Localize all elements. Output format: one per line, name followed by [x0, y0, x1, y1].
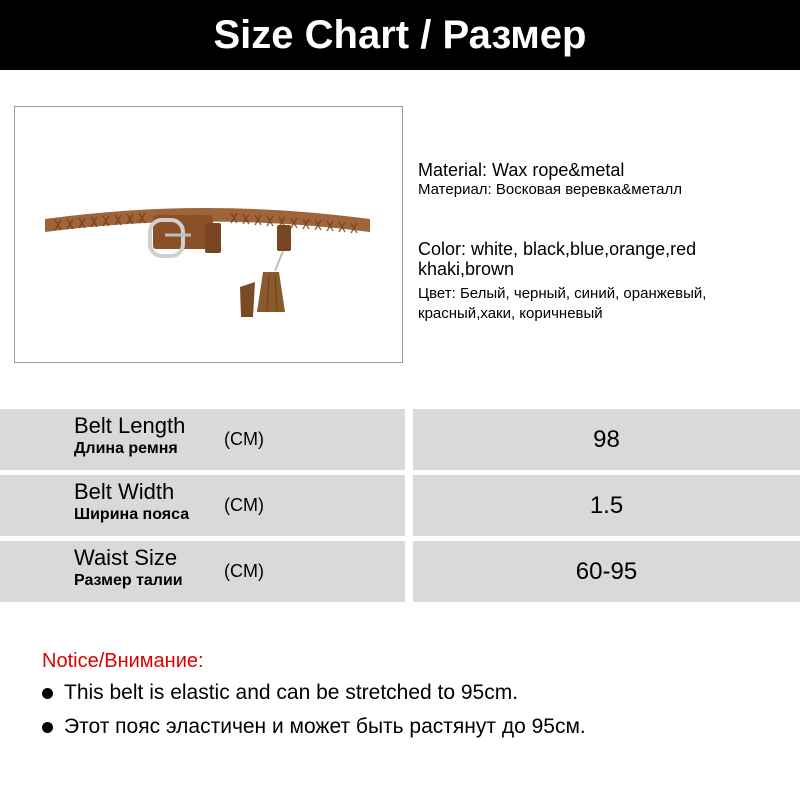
row-value: 1.5: [413, 475, 800, 536]
row-label-ru: Ширина пояса: [74, 506, 190, 523]
table-row: [0, 475, 800, 536]
row-label-ru: Длина ремня: [74, 440, 178, 457]
material-en: Material: Wax rope&metal: [418, 160, 625, 180]
product-image-frame: [14, 106, 403, 363]
row-label-cell: [0, 409, 405, 470]
row-label-en: Waist Size: [74, 545, 178, 570]
material-info: [418, 160, 682, 200]
color-ru-line1: Цвет: Белый, черный, синий, оранжевый,: [418, 285, 707, 302]
row-value: 60-95: [413, 541, 800, 602]
table-row: [0, 409, 800, 470]
page-header: [0, 0, 800, 70]
color-en-line2: khaki,brown: [418, 259, 515, 279]
row-unit: (CM): [224, 429, 264, 449]
notice-item-ru: [42, 715, 586, 739]
page-title: Size Chart / Размер: [213, 12, 587, 57]
bullet-icon: [42, 688, 53, 699]
row-label-en: Belt Width: [74, 479, 175, 504]
row-label-ru: Размер талии: [74, 572, 183, 589]
notice-text-en: This belt is elastic and can be stretched to 95cm.: [64, 681, 519, 704]
color-ru-line2: красный,хаки, коричневый: [418, 305, 603, 322]
notice-item-en: [42, 681, 518, 705]
row-label-cell: [0, 541, 405, 602]
notice-text-ru: Этот пояс эластичен и может быть растянут до 95см.: [64, 715, 586, 738]
color-info: [418, 239, 706, 324]
row-label-cell: [0, 475, 405, 536]
notice-title: Notice/Внимание:: [42, 650, 204, 672]
row-value: 98: [413, 409, 800, 470]
row-unit: (CM): [224, 561, 264, 581]
row-label-en: Belt Length: [74, 413, 186, 438]
row-unit: (CM): [224, 495, 264, 515]
belt-image: [15, 107, 404, 364]
color-en-line1: Color: white, black,blue,orange,red: [418, 239, 697, 259]
table-row: [0, 541, 800, 602]
bullet-icon: [42, 722, 53, 733]
material-ru: Материал: Восковая веревка&металл: [418, 181, 682, 198]
